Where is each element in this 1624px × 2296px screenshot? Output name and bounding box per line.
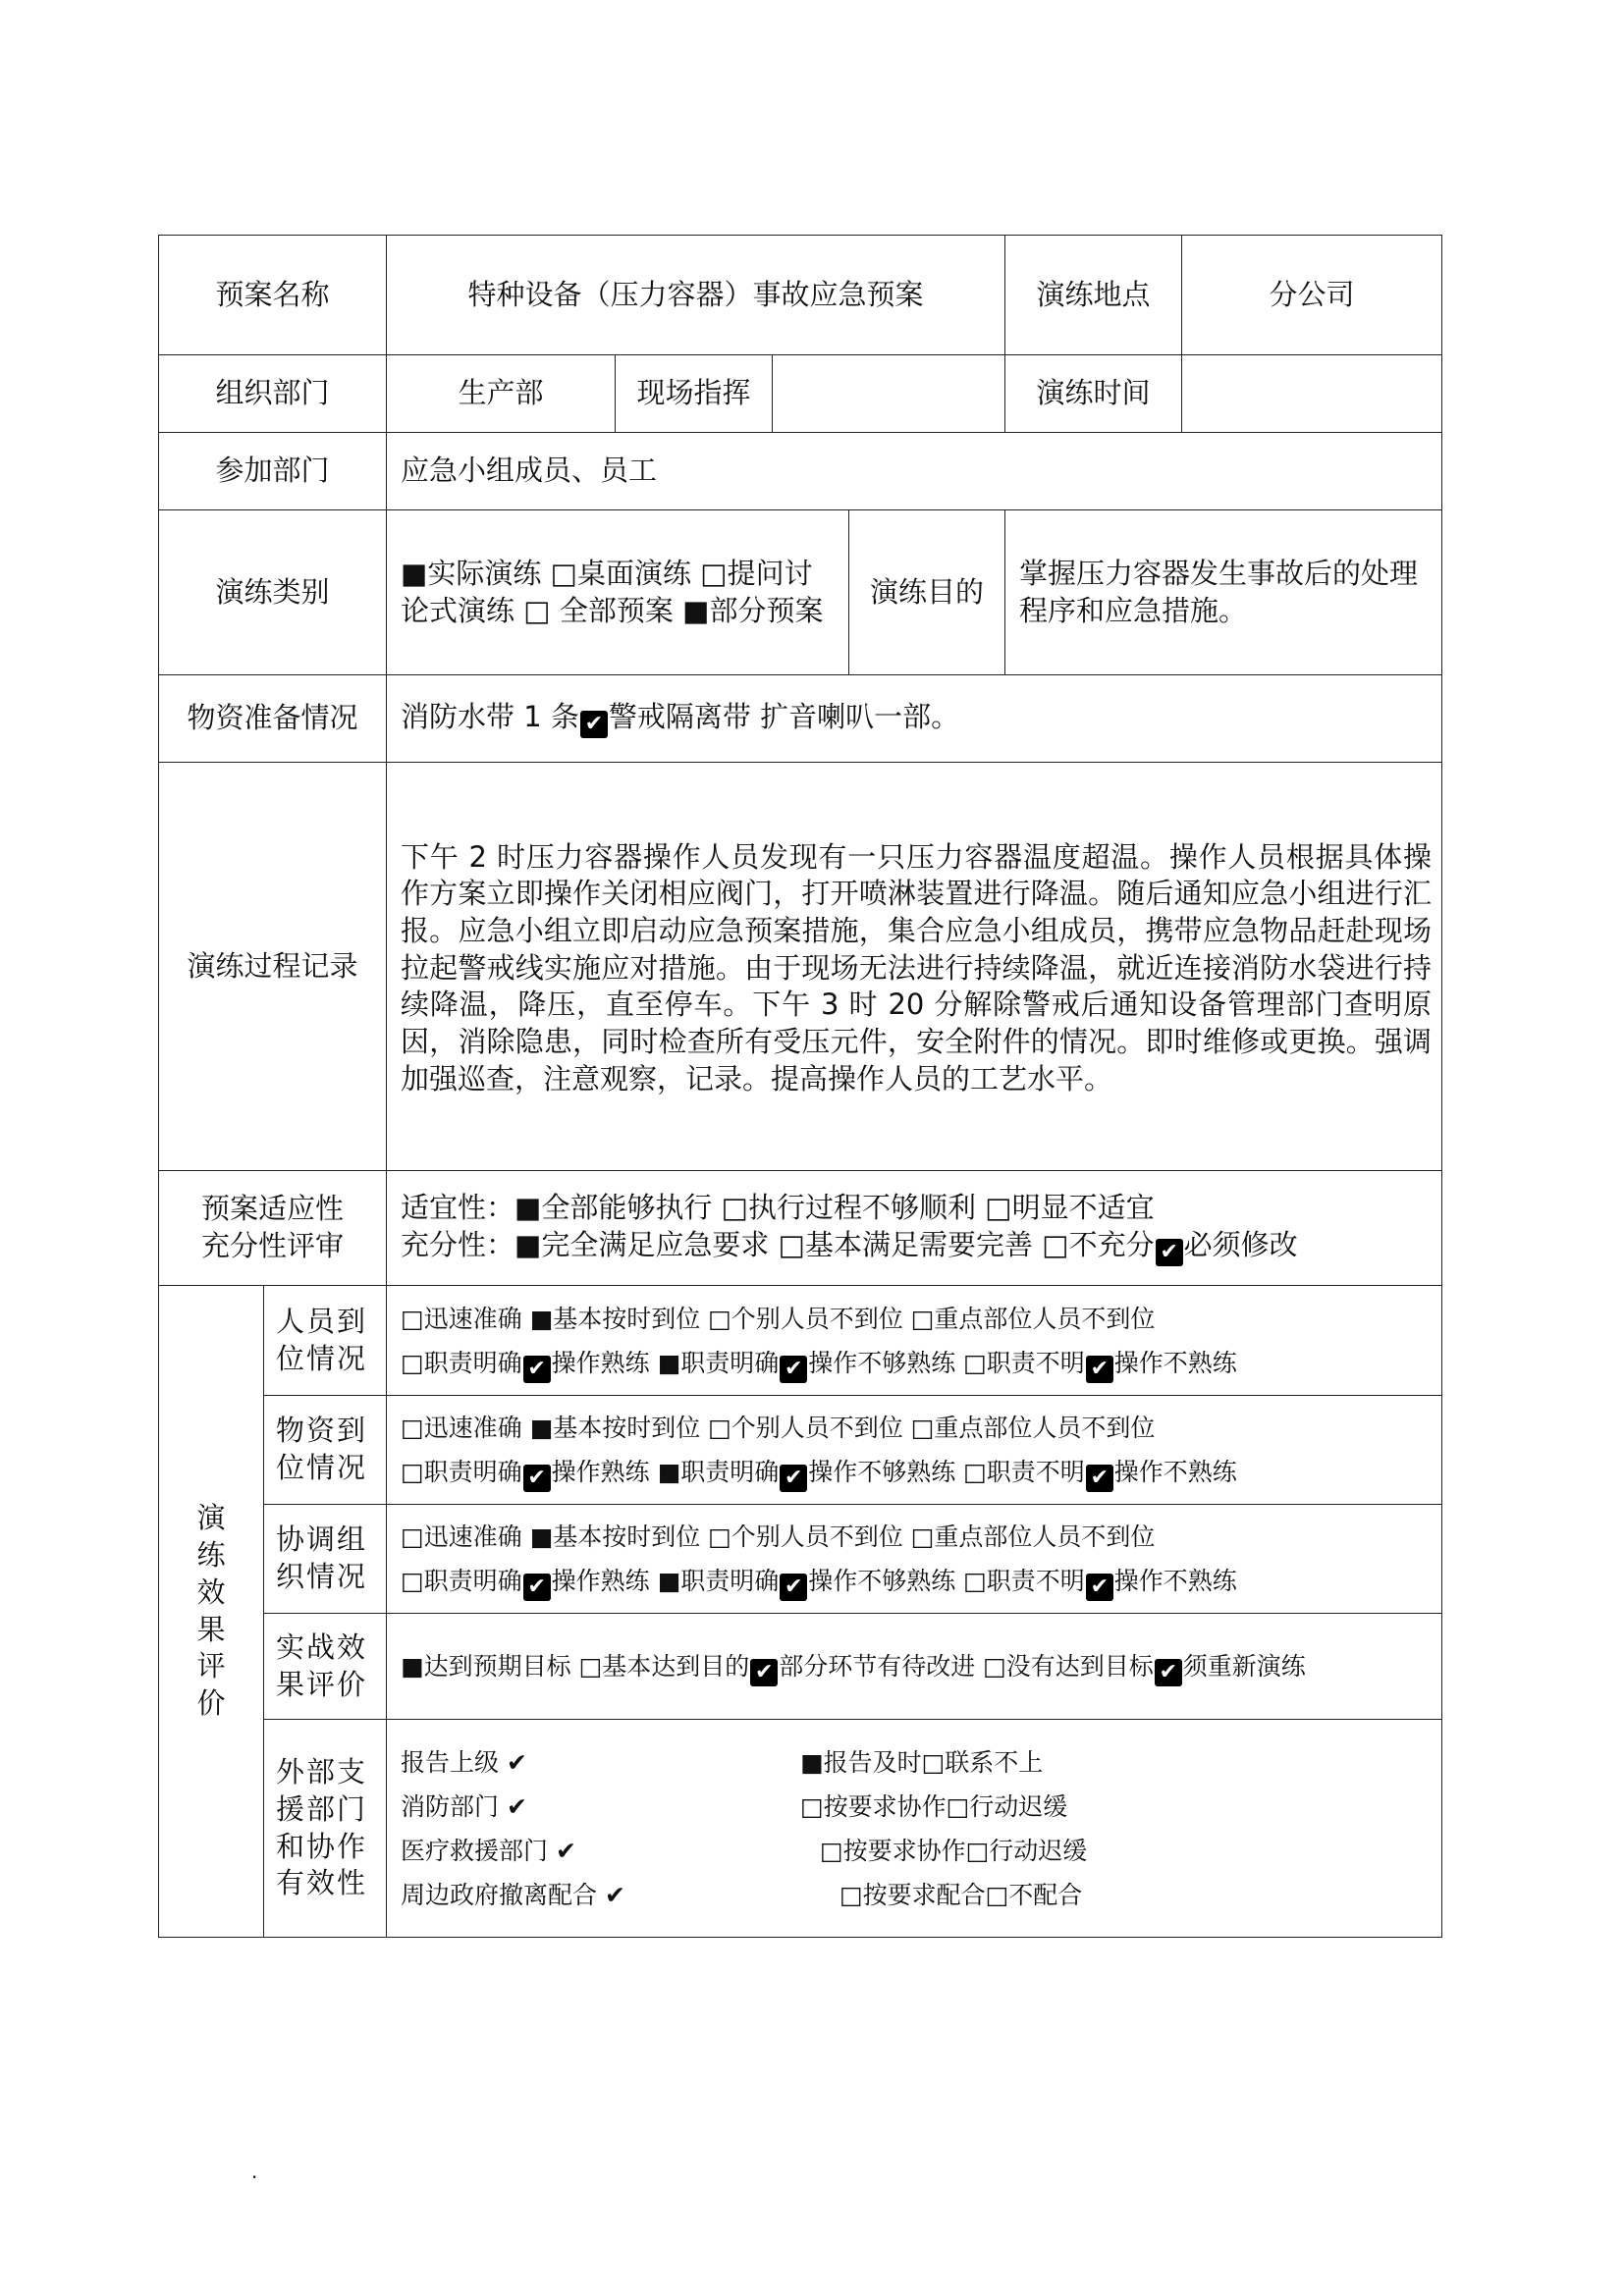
row-drill-type [159, 510, 1442, 675]
external-item-status: □按要求配合□不配合 [839, 1880, 1083, 1909]
personnel-options [387, 1286, 1442, 1396]
materials-effect-label: 物资到位情况 [264, 1396, 387, 1505]
suitability-line-2 [401, 1227, 1432, 1266]
materials-label: 物资准备情况 [159, 675, 387, 763]
row-effect-materials [159, 1396, 1442, 1505]
external-item-name: 周边政府撤离配合 ✔ [401, 1880, 625, 1909]
plan-name-value: 特种设备（压力容器）事故应急预案 [387, 236, 1005, 355]
process-text: 下午 2 时压力容器操作人员发现有一只压力容器温度超温。操作人员根据具体操作方案立即操作关闭相应阀门，打开喷淋装置进行降温。随后通知应急小组进行汇报。应急小组立即启动应急预案措施，集合应急小组成员，携带应急物品赶赴现场拉起警戒线实施应对措施。由于现场无法进行持续降温，就近连接消防水袋进行持续降温，降压，直至停车。下午 3 时 20 分解除警戒后通知设备管理部门查明原因，消除隐患，同时检查所有受压元件，安全附件的情况。即时维修或更换。强调加强巡查，注意观察，记录。提高操作人员的工艺水平。 [387, 763, 1442, 1171]
combat-line [401, 1644, 1432, 1688]
side-char: 评 [196, 1649, 226, 1683]
effect-side-label [159, 1286, 264, 1938]
external-item-name: 报告上级 ✔ [401, 1747, 527, 1777]
row-suitability [159, 1171, 1442, 1286]
process-label: 演练过程记录 [159, 763, 387, 1171]
org-dept-label: 组织部门 [159, 355, 387, 433]
drill-type-line-1: ■实际演练 □桌面演练 □提问讨 [401, 556, 813, 590]
coordination-line-2 [401, 1559, 1432, 1603]
option-text: 操作不熟练 [1113, 1348, 1237, 1377]
side-char: 效 [196, 1575, 226, 1609]
check-icon: ✔ [1155, 1659, 1182, 1686]
option-text: 部分环节有待改进 □没有达到目标 [779, 1652, 1154, 1681]
purpose-line-1: 掌握压力容器发生事故后的处理 [1019, 556, 1419, 590]
side-char: 果 [196, 1612, 226, 1646]
combat-label: 实战效果评价 [264, 1614, 387, 1720]
external-item-status: □按要求协作□行动迟缓 [800, 1791, 1068, 1821]
check-icon: ✔ [580, 711, 608, 738]
check-icon: ✔ [1086, 1356, 1113, 1383]
row-org-dept [159, 355, 1442, 433]
option-text: □职责明确 [401, 1567, 522, 1595]
time-label: 演练时间 [1005, 355, 1182, 433]
suitability-line-2a: 充分性：■完全满足应急要求 □基本满足需要完善 □不充分 [401, 1227, 1155, 1261]
option-text: 操作不够熟练 □职责不明 [808, 1567, 1085, 1595]
coordination-options [387, 1505, 1442, 1614]
check-icon: ✔ [523, 1465, 551, 1492]
materials-value [387, 675, 1442, 763]
combat-options [387, 1614, 1442, 1720]
check-icon: ✔ [750, 1659, 778, 1686]
option-text: 操作不熟练 [1113, 1458, 1237, 1486]
check-icon: ✔ [780, 1574, 807, 1601]
option-text: 须重新演练 [1182, 1652, 1306, 1681]
personnel-line-2 [401, 1341, 1432, 1385]
option-text: □职责明确 [401, 1458, 522, 1486]
external-options [387, 1720, 1442, 1938]
time-value [1182, 355, 1442, 433]
purpose-line-2: 程序和应急措施。 [1019, 593, 1248, 627]
materials-effect-options [387, 1396, 1442, 1505]
check-icon: ✔ [780, 1356, 807, 1383]
coordination-line-1: □迅速准确 ■基本按时到位 □个别人员不到位 □重点部位人员不到位 [401, 1522, 1156, 1551]
option-text: 操作不熟练 [1113, 1567, 1237, 1595]
drill-type-options [387, 510, 849, 675]
drill-record-table [158, 235, 1442, 1938]
row-effect-coordination [159, 1505, 1442, 1614]
location-label: 演练地点 [1005, 236, 1182, 355]
coordination-label: 协调组织情况 [264, 1505, 387, 1614]
row-effect-combat [159, 1614, 1442, 1720]
check-icon: ✔ [523, 1574, 551, 1601]
option-text: 操作熟练 ■职责明确 [551, 1348, 780, 1377]
option-text: ■达到预期目标 □基本达到目的 [401, 1652, 750, 1681]
suitability-line-1: 适宜性：■全部能够执行 □执行过程不够顺利 □明显不适宜 [401, 1191, 1155, 1225]
suitability-label-2: 充分性评审 [201, 1229, 345, 1262]
row-effect-personnel [159, 1286, 1442, 1396]
side-char: 练 [196, 1538, 226, 1573]
external-item [401, 1785, 1432, 1829]
suitability-value [387, 1171, 1442, 1286]
external-item-name: 消防部门 ✔ [401, 1791, 527, 1821]
location-value: 分公司 [1182, 236, 1442, 355]
check-icon: ✔ [1086, 1465, 1113, 1492]
external-item-name: 医疗救援部门 ✔ [401, 1836, 576, 1865]
check-icon: ✔ [523, 1356, 551, 1383]
side-char: 演 [196, 1501, 226, 1535]
option-text: 操作不够熟练 □职责不明 [808, 1458, 1085, 1486]
external-item [401, 1873, 1432, 1917]
row-plan-name [159, 236, 1442, 355]
participants-label: 参加部门 [159, 433, 387, 510]
external-item [401, 1740, 1432, 1785]
personnel-label: 人员到位情况 [264, 1286, 387, 1396]
option-text: 操作熟练 ■职责明确 [551, 1458, 780, 1486]
check-icon: ✔ [1086, 1574, 1113, 1601]
commander-label: 现场指挥 [616, 355, 773, 433]
suitability-line-2b: 必须修改 [1183, 1227, 1298, 1261]
external-item-status: □按要求协作□行动迟缓 [820, 1836, 1088, 1865]
external-label: 外部支援部门和协作有效性 [264, 1720, 387, 1938]
side-char: 价 [196, 1685, 226, 1720]
materials-text-1: 消防水带 1 条 [401, 700, 579, 733]
drill-type-line-2: 论式演练 □ 全部预案 ■部分预案 [401, 593, 824, 627]
footer-mark: . [251, 2160, 258, 2183]
check-icon: ✔ [780, 1465, 807, 1492]
personnel-line-1: □迅速准确 ■基本按时到位 □个别人员不到位 □重点部位人员不到位 [401, 1304, 1156, 1333]
external-item-status: ■报告及时□联系不上 [800, 1747, 1044, 1777]
check-icon: ✔ [1156, 1239, 1183, 1266]
external-item [401, 1829, 1432, 1873]
row-process [159, 763, 1442, 1171]
option-text: 操作不够熟练 □职责不明 [808, 1348, 1085, 1377]
drill-type-label: 演练类别 [159, 510, 387, 675]
option-text: □职责明确 [401, 1348, 522, 1377]
org-dept-value: 生产部 [387, 355, 616, 433]
purpose-label: 演练目的 [849, 510, 1005, 675]
commander-value [773, 355, 1005, 433]
materials-text-2: 警戒隔离带 扩音喇叭一部。 [608, 700, 960, 733]
row-effect-external [159, 1720, 1442, 1938]
row-participants [159, 433, 1442, 510]
row-materials [159, 675, 1442, 763]
participants-value: 应急小组成员、员工 [387, 433, 1442, 510]
option-text: 操作熟练 ■职责明确 [551, 1567, 780, 1595]
plan-name-label: 预案名称 [159, 236, 387, 355]
materials-effect-line-1: □迅速准确 ■基本按时到位 □个别人员不到位 □重点部位人员不到位 [401, 1414, 1156, 1442]
materials-effect-line-2 [401, 1450, 1432, 1494]
suitability-label [159, 1171, 387, 1286]
suitability-label-1: 预案适应性 [201, 1192, 345, 1226]
purpose-value [1005, 510, 1442, 675]
